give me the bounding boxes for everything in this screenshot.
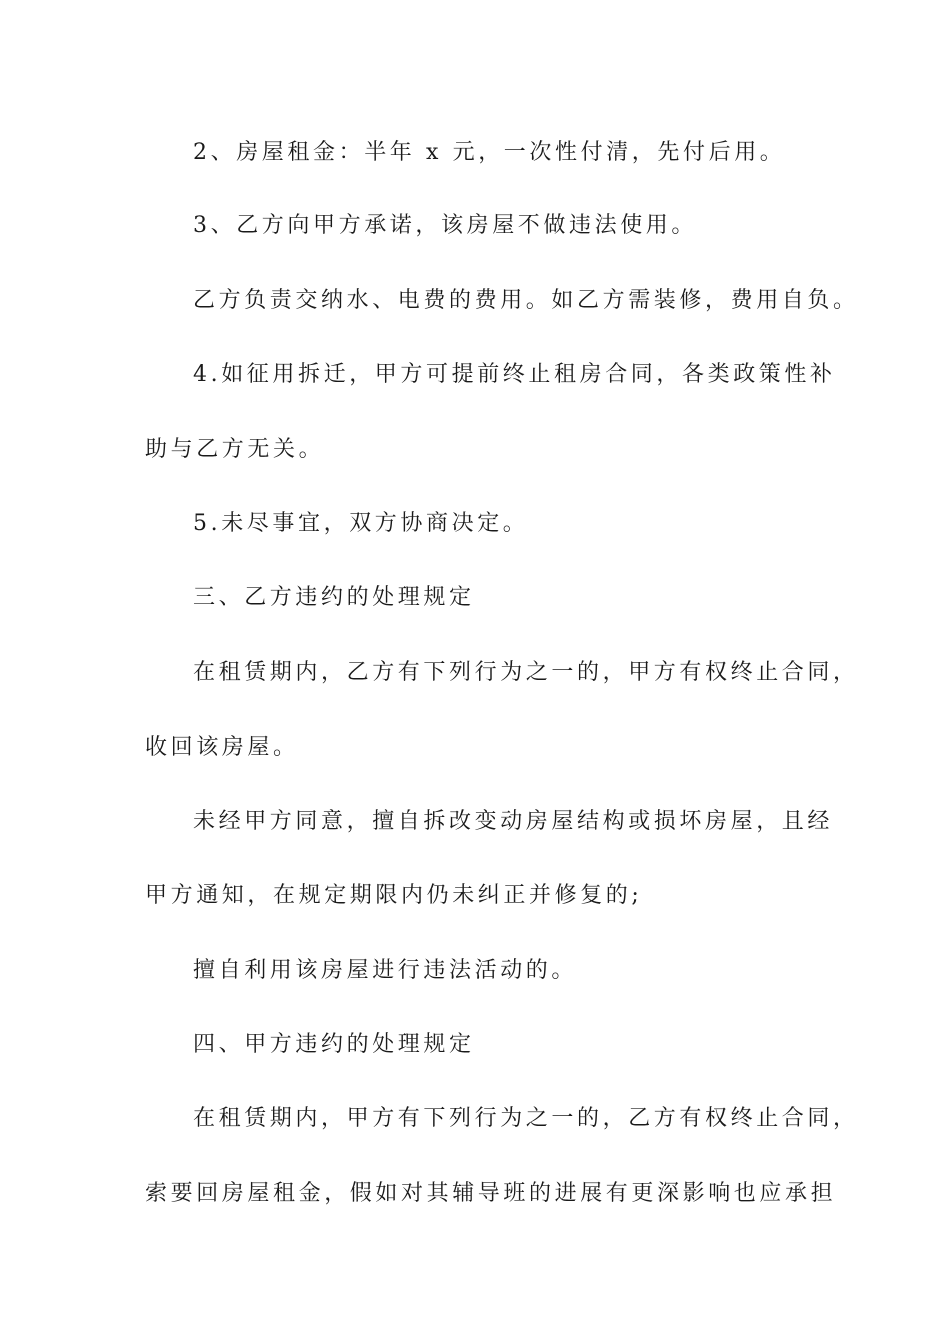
clause-utilities: 乙方负责交纳水、电费的费用。如乙方需装修，费用自负。 <box>193 288 859 313</box>
clause-demolition-cont: 助与乙方无关。 <box>145 437 325 462</box>
paragraph-b-breach-cont: 收回该房屋。 <box>145 735 299 760</box>
item-illegal-activity: 擅自利用该房屋进行违法活动的。 <box>193 958 578 983</box>
section-heading-three: 三、乙方违约的处理规定 <box>193 585 475 610</box>
item-structure-change-cont: 甲方通知，在规定期限内仍未纠正并修复的; <box>145 883 643 908</box>
paragraph-a-breach-cont: 索要回房屋租金，假如对其辅导班的进展有更深影响也应承担 <box>145 1181 837 1206</box>
clause-demolition: 4.如征用拆迁，甲方可提前终止租房合同，各类政策性补 <box>193 362 836 387</box>
clause-other-matters: 5.未尽事宜，双方协商决定。 <box>193 511 529 536</box>
item-structure-change: 未经甲方同意，擅自拆改变动房屋结构或损坏房屋，且经 <box>193 809 834 834</box>
section-heading-four: 四、甲方违约的处理规定 <box>193 1032 475 1057</box>
paragraph-b-breach: 在租赁期内，乙方有下列行为之一的，甲方有权终止合同， <box>193 660 859 685</box>
clause-rent: 2、房屋租金：半年 x 元，一次性付清，先付后用。 <box>193 140 786 165</box>
clause-lawful-use: 3、乙方向甲方承诺，该房屋不做违法使用。 <box>193 213 697 238</box>
paragraph-a-breach: 在租赁期内，甲方有下列行为之一的，乙方有权终止合同， <box>193 1106 859 1131</box>
